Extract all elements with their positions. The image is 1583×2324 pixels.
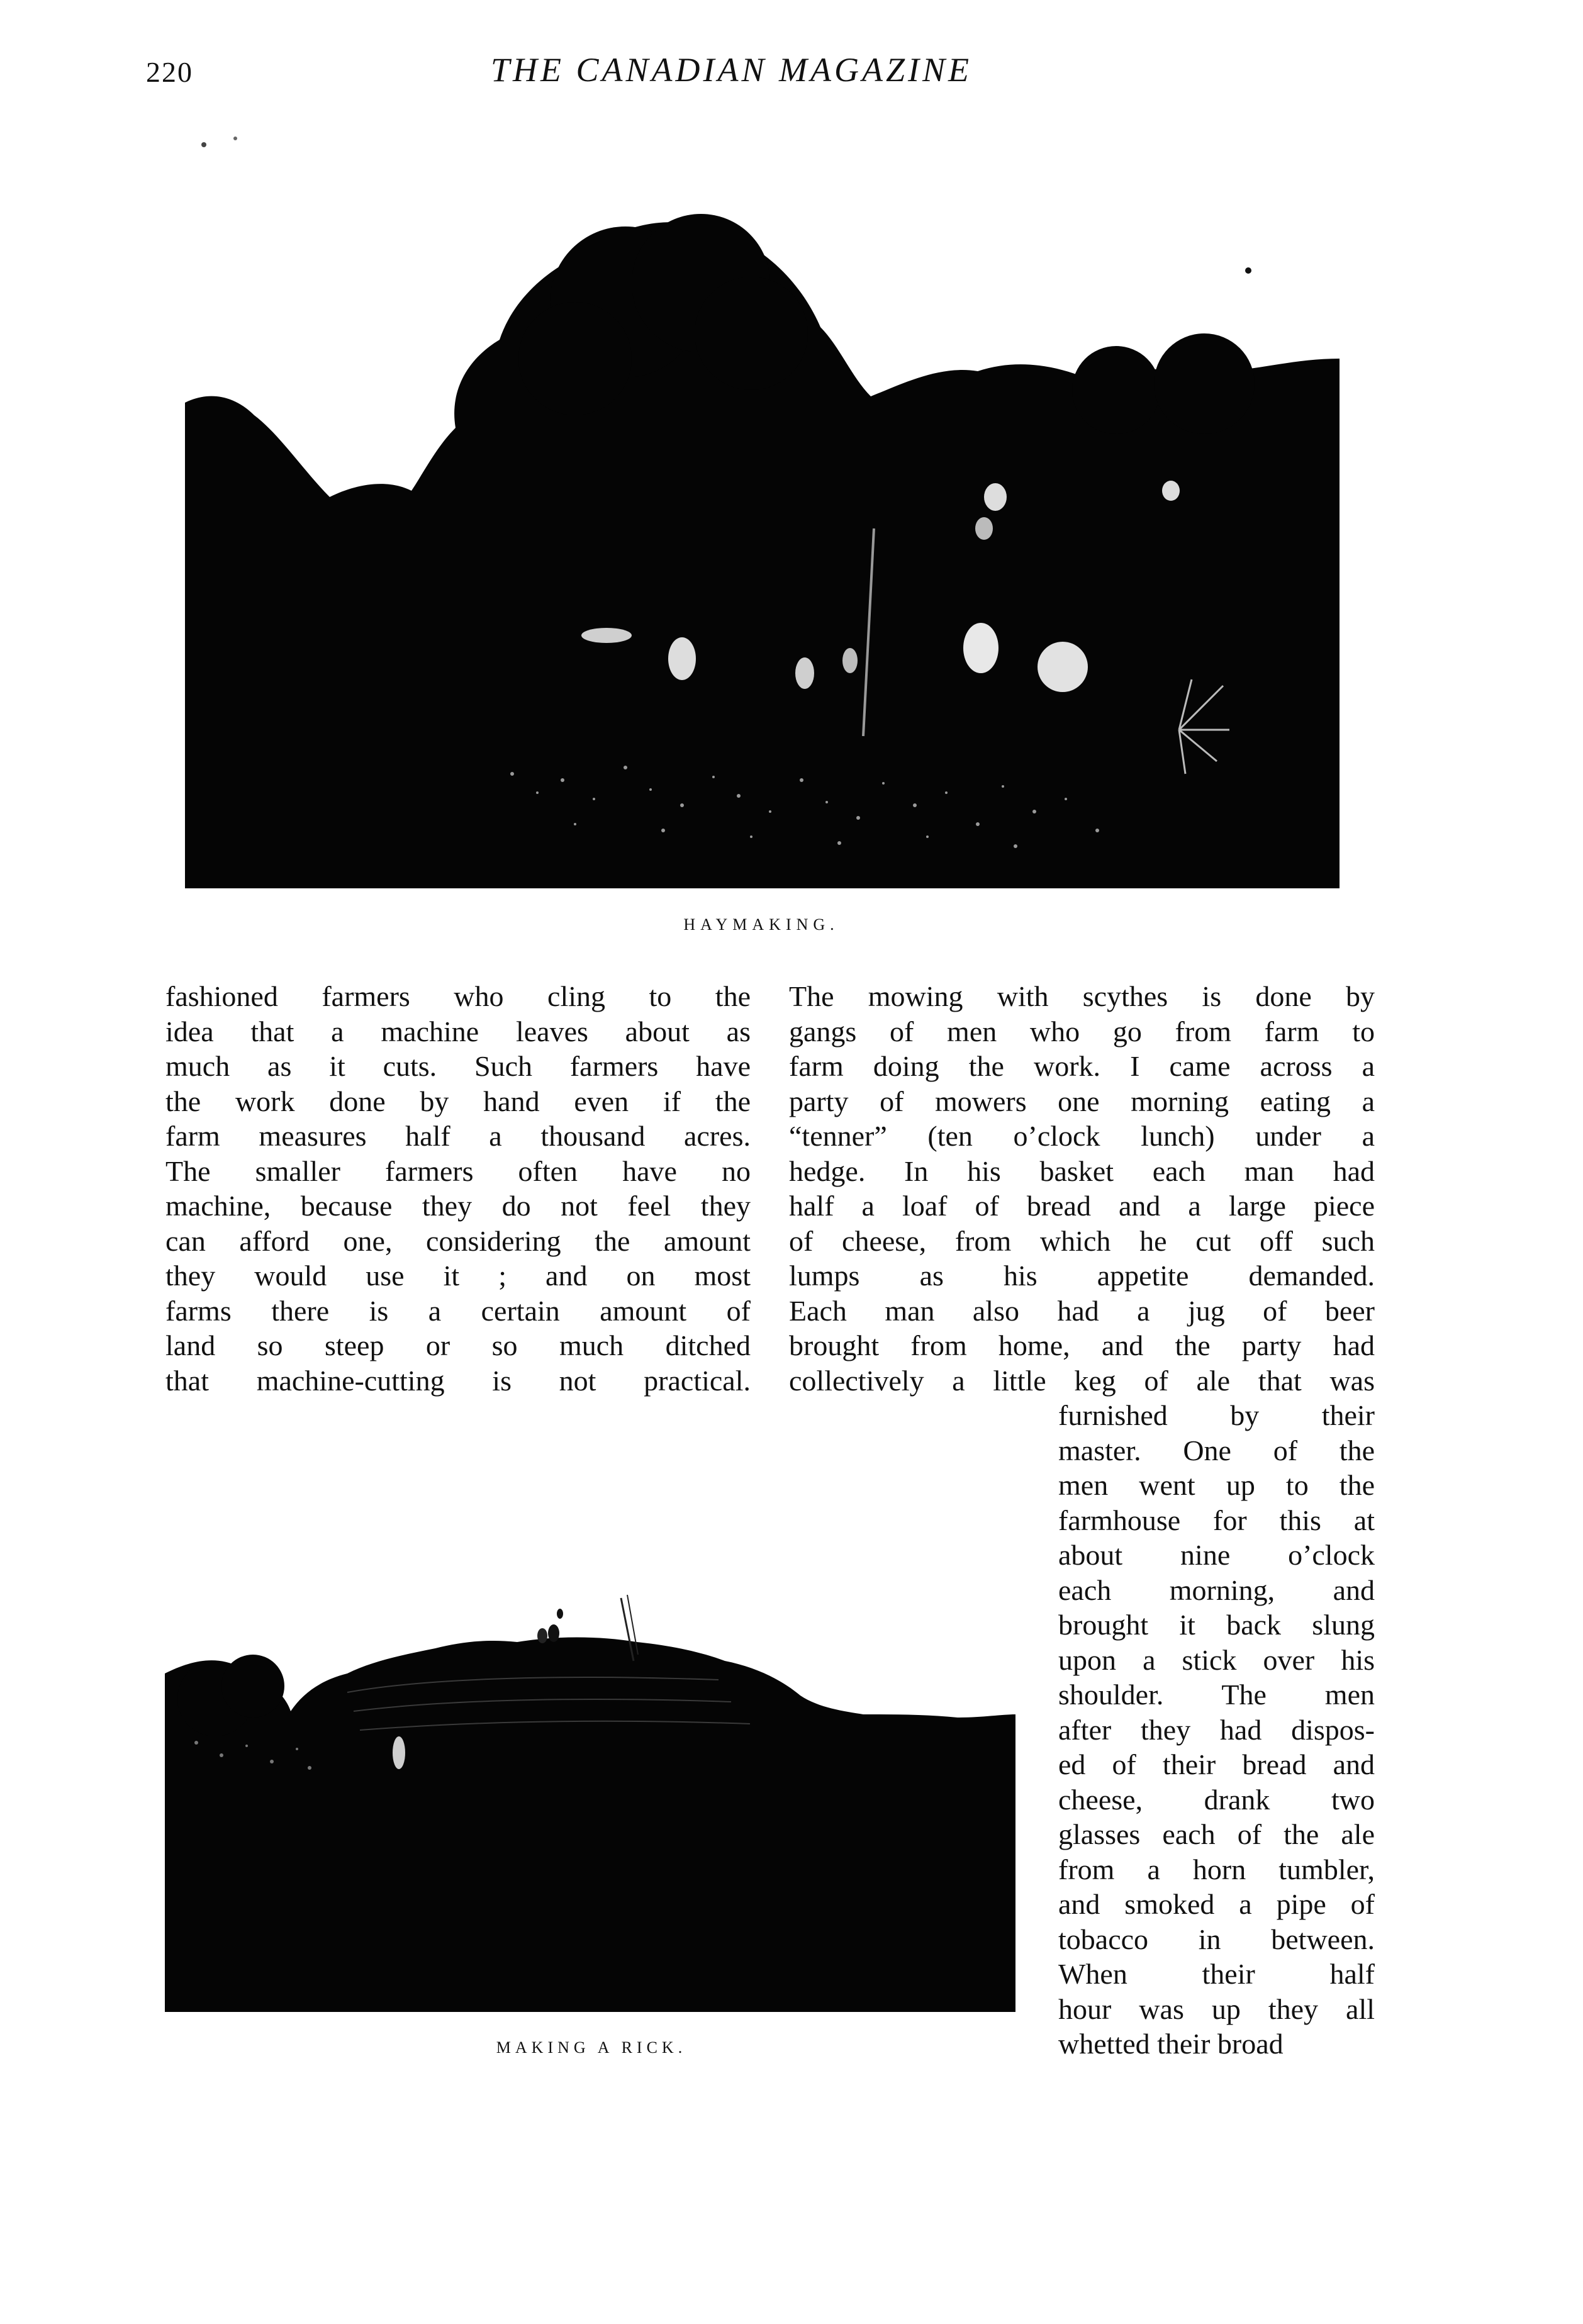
narrow-line: whetted their broad <box>1058 2028 1284 2060</box>
left-line: The smaller farmers often have no <box>165 1154 751 1187</box>
left-line: much as it cuts. Such farmers have <box>165 1050 751 1082</box>
right-line: gangs of men who go from farm to <box>789 1015 1375 1047</box>
left-line: machine, because they do not feel they <box>165 1190 751 1222</box>
narrow-line: each morning, and <box>1058 1573 1375 1606</box>
narrow-line: brought it back slung <box>1058 1609 1375 1641</box>
haymaking-photo <box>185 94 1340 888</box>
narrow-line: and smoked a pipe of <box>1058 1888 1375 1920</box>
right-column-narrow <box>1058 1398 1375 2062</box>
left-line: they would use it ; and on most <box>165 1260 751 1292</box>
narrow-line: ed of their bread and <box>1058 1748 1375 1780</box>
left-line: fashioned farmers who cling to the <box>165 980 751 1012</box>
right-line: half a loaf of bread and a large piece <box>789 1190 1375 1222</box>
haymaking-caption: HAYMAKING. <box>683 915 839 934</box>
right-line: collectively a little keg of ale that was <box>789 1364 1375 1397</box>
narrow-line: upon a stick over his <box>1058 1643 1375 1676</box>
left-line: farms there is a certain amount of <box>165 1294 751 1327</box>
right-line: Each man also had a jug of beer <box>789 1294 1375 1327</box>
narrow-line: about nine o’clock <box>1058 1539 1375 1571</box>
narrow-line: furnished by their <box>1058 1399 1375 1431</box>
right-line: of cheese, from which he cut off such <box>789 1224 1375 1257</box>
narrow-line: from a horn tumbler, <box>1058 1853 1375 1885</box>
right-line: “tenner” (ten o’clock lunch) under a <box>789 1120 1375 1152</box>
right-line: party of mowers one morning eating a <box>789 1085 1375 1117</box>
left-line: can afford one, considering the amount <box>165 1224 751 1257</box>
narrow-line: cheese, drank two <box>1058 1783 1375 1816</box>
left-column <box>165 979 751 1398</box>
right-line: hedge. In his basket each man had <box>789 1154 1375 1187</box>
narrow-line: farmhouse for this at <box>1058 1504 1375 1536</box>
narrow-line: shoulder. The men <box>1058 1679 1375 1711</box>
narrow-line: When their half <box>1058 1958 1375 1990</box>
right-line: The mowing with scythes is done by <box>789 980 1375 1012</box>
narrow-line: men went up to the <box>1058 1469 1375 1501</box>
narrow-line: hour was up they all <box>1058 1992 1375 2025</box>
rick-photo <box>165 1585 1015 2012</box>
narrow-line: tobacco in between. <box>1058 1923 1375 1955</box>
running-title: THE CANADIAN MAGAZINE <box>491 51 972 89</box>
rick-caption: MAKING A RICK. <box>496 2038 687 2057</box>
narrow-line: master. One of the <box>1058 1434 1375 1466</box>
left-line: land so steep or so much ditched <box>165 1329 751 1361</box>
left-line: farm measures half a thousand acres. <box>165 1120 751 1152</box>
right-line: lumps as his appetite demanded. <box>789 1260 1375 1292</box>
left-line: idea that a machine leaves about as <box>165 1015 751 1047</box>
right-line: brought from home, and the party had <box>789 1329 1375 1361</box>
right-line: farm doing the work. I came across a <box>789 1050 1375 1082</box>
left-line: that machine-cutting is not practical. <box>165 1364 751 1397</box>
left-line: the work done by hand even if the <box>165 1085 751 1117</box>
narrow-line: glasses each of the ale <box>1058 1818 1375 1850</box>
narrow-line: after they had dispos- <box>1058 1713 1375 1746</box>
right-column <box>789 979 1375 1398</box>
page-number: 220 <box>146 56 193 88</box>
